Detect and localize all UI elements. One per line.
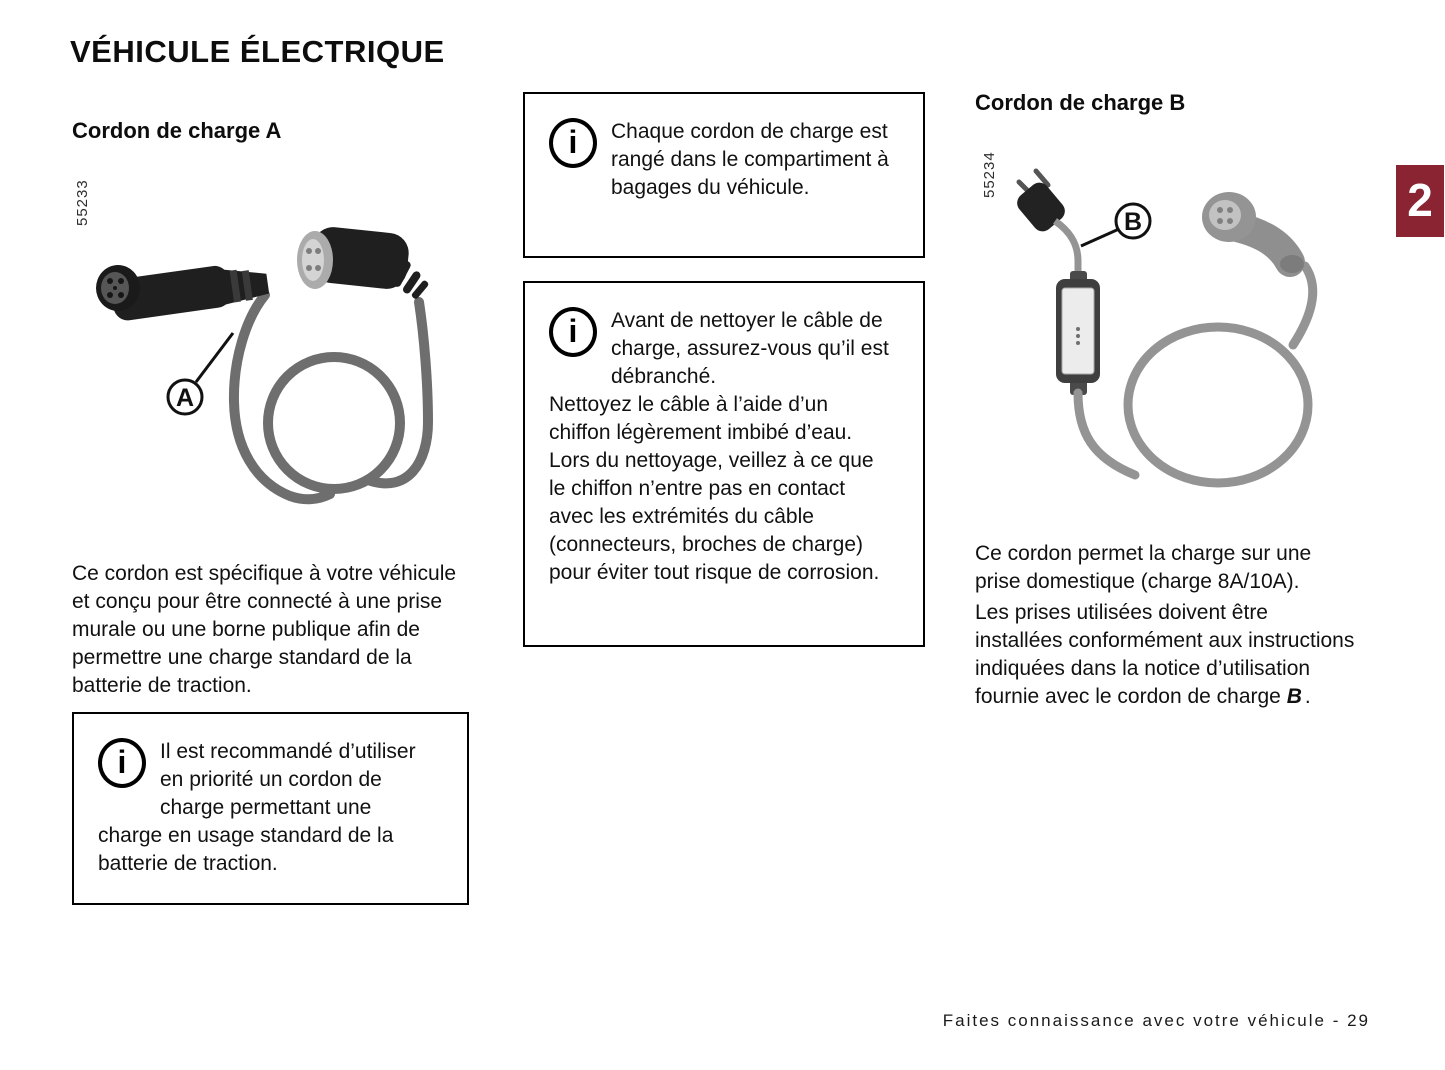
control-box: [1056, 271, 1100, 395]
note-box-recommendation: [72, 712, 469, 905]
charging-cable-a-drawing: [72, 160, 467, 545]
info-icon: i: [549, 307, 611, 391]
figure-cord-a-illustration: [72, 160, 467, 545]
callout-a-letter: A: [175, 384, 195, 412]
section-tab: 2: [1396, 165, 1444, 237]
info-icon: i: [549, 118, 611, 202]
cord-b-paragraph-2: Les prises utilisées doivent être installées conformément aux instructions indiquées dans la notice d’utilisation fournie avec le cordon de charge B .: [975, 601, 1355, 708]
charging-cable-b-drawing: [975, 133, 1390, 525]
cable-b-upper: [1055, 221, 1078, 279]
cord-b-paragraph-1: Ce cordon permet la charge sur une prise domestique (charge 8A/10A).: [975, 542, 1312, 593]
heading-cord-b: Cordon de charge B: [975, 90, 1186, 115]
figure-a-reference-number: 55233: [74, 179, 91, 226]
callout-b-letter: B: [1123, 208, 1143, 236]
info-icon: i: [98, 738, 160, 822]
note-recommendation-text: Il est recommandé d’utiliser en priorité un cordon de charge permettant une charge en usage standard de la batterie de traction.: [98, 740, 416, 875]
note-cleaning-intro: Avant de nettoyer le câble de charge, assurez-vous qu’il est débranché.: [611, 309, 889, 388]
note-cleaning-body: Nettoyez le câble à l’aide d’un chiffon légèrement imbibé d’eau. Lors du nettoyage, veillez à ce que le chiffon n’entre pas en contact avec les extrémités du câble (connecteurs, broches de charge) pour éviter tout risque de corrosion.: [549, 393, 880, 584]
cord-b-paragraphs: [975, 540, 1357, 711]
cable-a-loop: [268, 357, 400, 489]
page-title: VÉHICULE ÉLECTRIQUE: [70, 34, 445, 69]
page-footer: Faites connaissance avec votre véhicule - 29: [942, 1011, 1370, 1030]
connector-b-vehicle-plug: [1202, 192, 1304, 273]
note-storage-text: Chaque cordon de charge est rangé dans le compartiment à bagages du véhicule.: [611, 120, 889, 199]
cable-b-loop: [1128, 327, 1308, 483]
cable-b-segment: [1293, 266, 1313, 345]
cord-a-description: Ce cordon est spécifique à votre véhicule et conçu pour être connecté à une prise murale ou une borne publique afin de permettre une charge standard de la batterie de traction.: [72, 562, 457, 697]
connector-a-wall-plug: [297, 225, 429, 300]
callout-a-leader-line: [196, 333, 233, 382]
heading-cord-a: Cordon de charge A: [72, 118, 282, 143]
note-box-storage: [523, 92, 925, 258]
figure-cord-b-illustration: [975, 133, 1390, 525]
note-box-cleaning: [523, 281, 925, 647]
figure-b-reference-number: 55234: [981, 151, 998, 198]
callout-b-leader-line: [1081, 229, 1119, 246]
cord-b-bold-letter: B: [1286, 685, 1302, 708]
